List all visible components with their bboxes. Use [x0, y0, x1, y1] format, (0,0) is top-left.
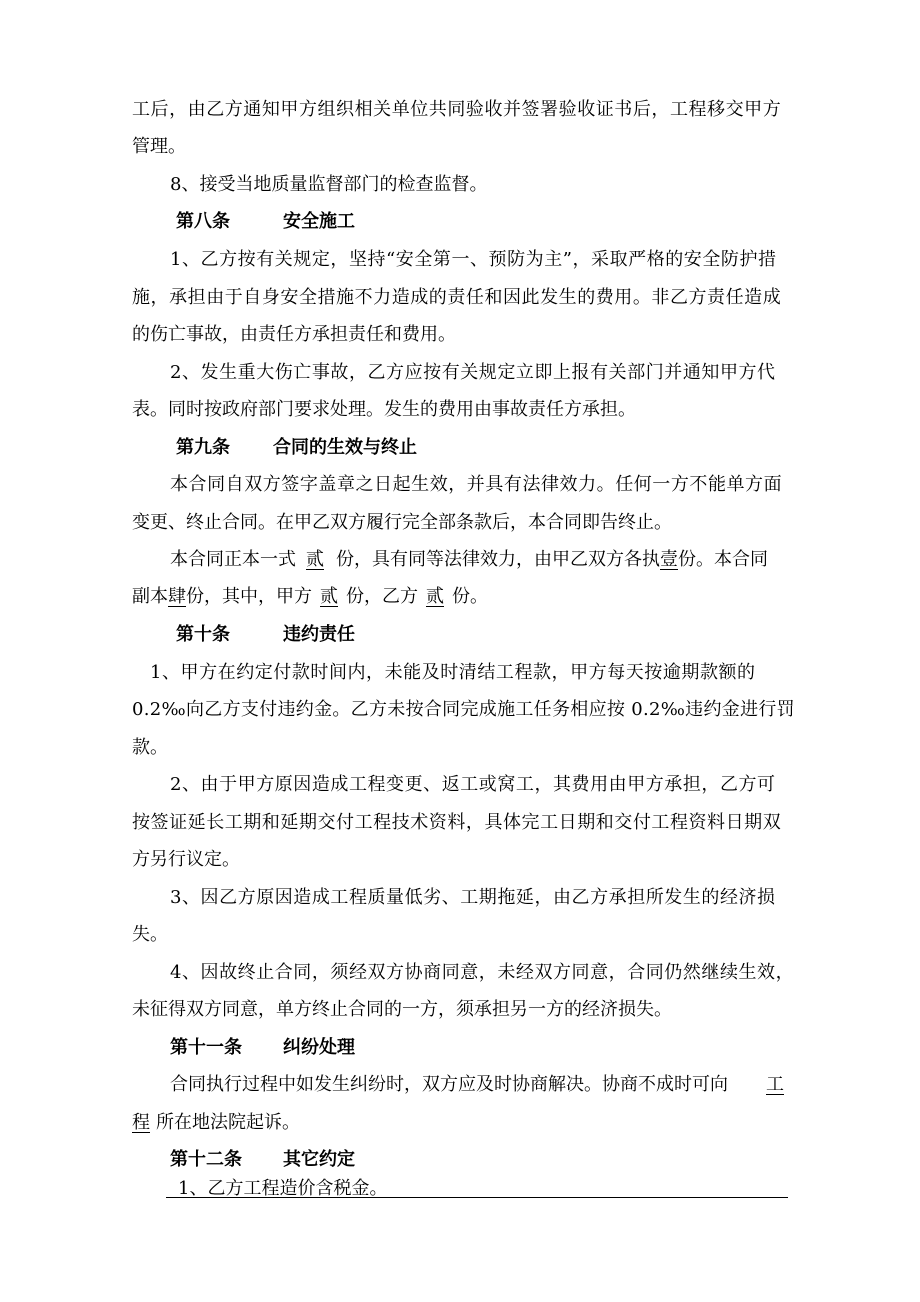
para-line: 2、发生重大伤亡事故，乙方应按有关规定立即上报有关部门并通知甲方代 [170, 362, 776, 383]
para-line: 管理。 [132, 136, 186, 157]
copies-text: 份，其中，甲方 [186, 586, 312, 607]
article-number: 第十二条 [170, 1149, 242, 1170]
copies-line-2 [132, 585, 488, 609]
para-line: 2、由于甲方原因造成工程变更、返工或窝工，其费用由甲方承担，乙方可 [170, 774, 776, 795]
article-10-heading [176, 623, 355, 647]
other-item-1: 1、乙方工程造价含税金。 [178, 1178, 388, 1199]
para-line: 0.2‰向乙方支付违约金。乙方未按合同完成施工任务相应按 0.2‰违约金进行罚 [132, 699, 795, 720]
copies-text: 份。本合同 [678, 549, 768, 570]
copies-line-1 [170, 548, 768, 572]
para-line: 变更、终止合同。在甲乙双方履行完全部条款后，本合同即告终止。 [132, 512, 672, 533]
article-11-heading [170, 1036, 355, 1060]
para-line: 表。同时按政府部门要求处理。发生的费用由事故责任方承担。 [132, 399, 636, 420]
para-line: 方另行议定。 [132, 849, 240, 870]
article-title: 安全施工 [283, 211, 355, 232]
dispute-text: 所在地法院起诉。 [156, 1112, 300, 1133]
para-line: 未征得双方同意，单方终止合同的一方，须承担另一方的经济损失。 [132, 999, 672, 1020]
para-line: 款。 [132, 737, 168, 758]
para-line: 3、因乙方原因造成工程质量低劣、工期拖延，由乙方承担所发生的经济损 [170, 887, 776, 908]
para-line: 8、接受当地质量监督部门的检查监督。 [170, 174, 488, 195]
article-title: 违约责任 [283, 624, 355, 645]
article-title: 合同的生效与终止 [273, 437, 417, 458]
para-line: 1、甲方在约定付款时间内，未能及时清结工程款，甲方每天按逾期款额的 [150, 662, 756, 683]
article-number: 第九条 [176, 437, 230, 458]
para-line: 工后，由乙方通知甲方组织相关单位共同验收并签署验收证书后，工程移交甲方 [132, 99, 782, 120]
article-12-heading [170, 1148, 355, 1172]
article-number: 第十一条 [170, 1037, 242, 1058]
copies-text: 份。 [452, 586, 488, 607]
article-title: 纠纷处理 [283, 1037, 355, 1058]
dispute-text: 合同执行过程中如发生纠纷时，双方应及时协商解决。协商不成时可向 [170, 1074, 728, 1095]
para-line: 施，承担由于自身安全措施不力造成的责任和因此发生的费用。非乙方责任造成 [132, 287, 782, 308]
copies-duplicate-count: 肆 [168, 586, 186, 607]
para-line: 1、乙方按有关规定，坚持“安全第一、预防为主”，采取严格的安全防护措 [170, 249, 777, 270]
article-title: 其它约定 [283, 1149, 355, 1170]
copies-each-count: 壹 [660, 549, 678, 570]
para-line: 4、因故终止合同，须经双方协商同意，未经双方同意，合同仍然继续生效， [170, 962, 795, 983]
dispute-line-2 [132, 1111, 300, 1135]
para-line: 按签证延长工期和延期交付工程技术资料，具体完工日期和交付工程资料日期双 [132, 812, 782, 833]
dispute-venue-part2: 程 [132, 1112, 150, 1133]
copies-party-b-count: 贰 [426, 586, 444, 607]
article-8-heading [176, 210, 355, 234]
dispute-venue-part1: 工 [766, 1074, 784, 1095]
copies-text: 副本 [132, 586, 168, 607]
dispute-line-1 [170, 1073, 784, 1097]
copies-text: 份，乙方 [346, 586, 418, 607]
copies-party-a-count: 贰 [320, 586, 338, 607]
copies-original-count: 贰 [306, 549, 324, 570]
para-line: 本合同自双方签字盖章之日起生效，并具有法律效力。任何一方不能单方面 [170, 474, 783, 495]
fill-in-underline [166, 1197, 788, 1198]
copies-text: 份，具有同等法律效力，由甲乙双方各执 [336, 549, 660, 570]
article-9-heading [176, 436, 417, 460]
article-number: 第十条 [176, 624, 230, 645]
para-line: 的伤亡事故，由责任方承担责任和费用。 [132, 324, 456, 345]
para-line: 失。 [132, 924, 168, 945]
copies-text: 本合同正本一式 [170, 549, 296, 570]
article-number: 第八条 [176, 211, 230, 232]
